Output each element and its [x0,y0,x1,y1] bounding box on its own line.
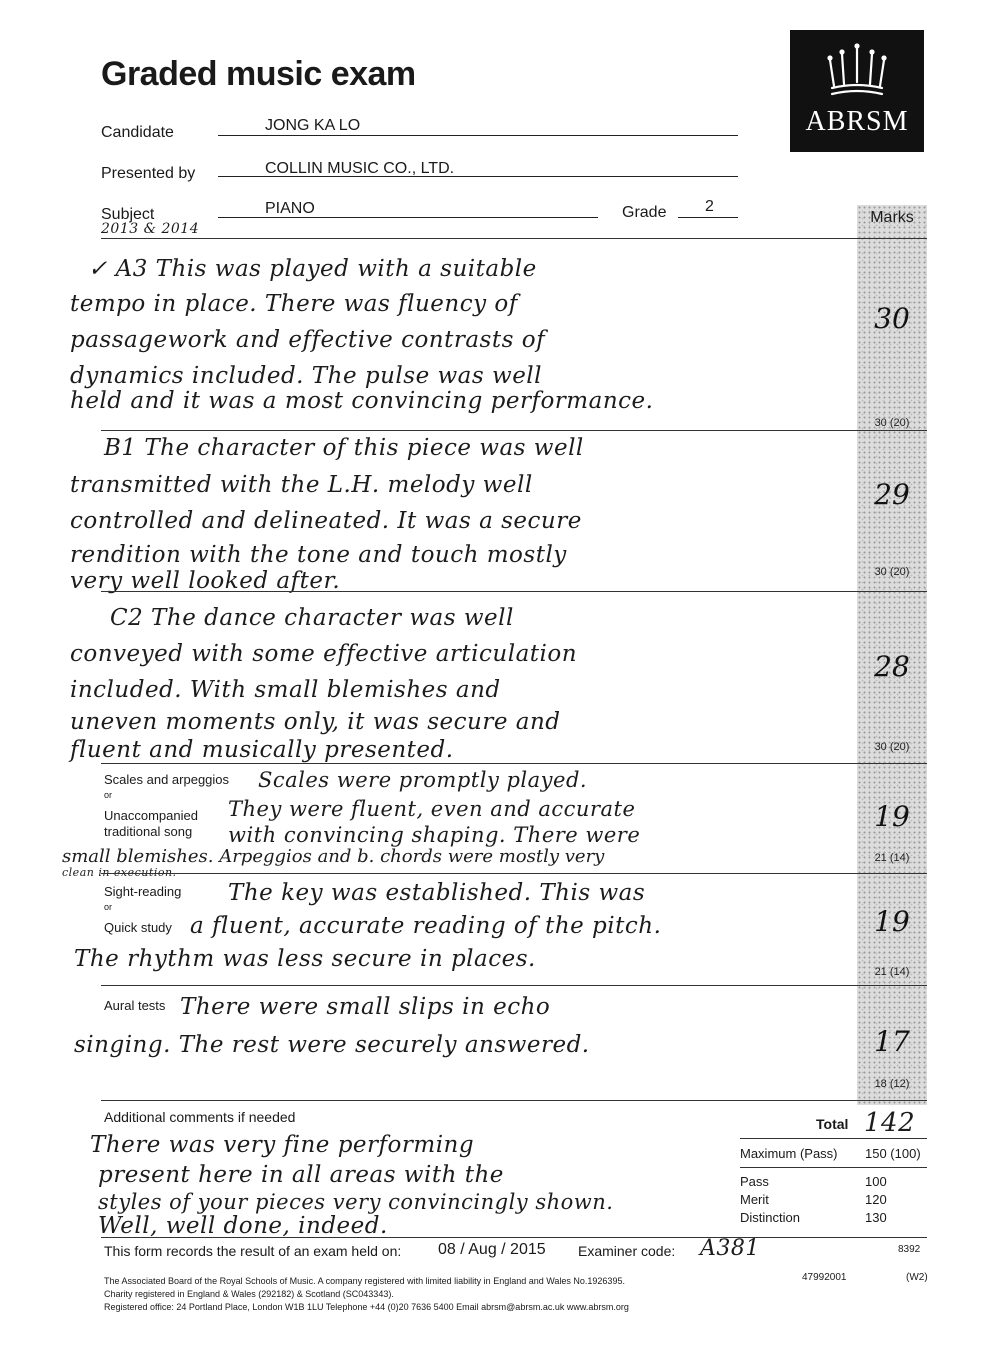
section-c2-line-3: included. With small blemishes and [70,677,501,703]
section-a3-line-1: ✓ A3 This was played with a suitable [88,256,537,282]
comments-line-3: styles of your pieces very convincingly shown. [98,1190,614,1214]
form-version: (W2) [906,1272,928,1283]
sight-reading-line-2: a fluent, accurate reading of the pitch. [190,913,662,939]
section-b1-line-2: transmitted with the L.H. melody well [70,472,533,498]
max-a3: 30 (20) [874,417,910,429]
mark-scales: 19 [874,800,910,833]
comments-line-1: There was very fine performing [90,1132,475,1158]
sight-reading-line-3: The rhythm was less secure in places. [74,946,536,972]
abrsm-logo [790,30,924,152]
max-b1: 30 (20) [874,566,910,578]
candidate-name: JONG KA LO [265,117,361,134]
section-c2-line-5: fluent and musically presented. [70,737,454,763]
section-rule [101,985,927,986]
legal-line-2: Charity registered in England & Wales (292182) & Scotland (SC043343). [104,1289,394,1299]
aural-tests-label: Aural tests [104,998,166,1013]
total-value: 142 [864,1108,916,1138]
mark-aural: 17 [874,1025,910,1058]
maximum-label: Maximum (Pass) [740,1146,838,1161]
comments-label: Additional comments if needed [104,1109,296,1125]
quick-study-label: Quick study [104,920,172,935]
mark-c2: 28 [874,650,910,683]
maximum-value: 150 (100) [865,1146,921,1161]
or-label: or [104,902,113,912]
section-b1-line-5: very well looked after. [70,568,341,594]
section-c2-line-4: uneven moments only, it was secure and [70,709,561,735]
maximum-rule [740,1167,927,1168]
section-rule [101,1100,927,1101]
section-rule [101,873,927,874]
section-c2-line-1: C2 The dance character was well [110,605,514,631]
mark-b1: 29 [874,478,910,511]
header-rule [101,238,927,239]
traditional-song-label: traditional song [104,824,193,839]
candidate-label: Candidate [101,124,174,141]
section-rule [101,430,927,431]
grade-value: 2 [705,198,714,215]
total-label: Total [816,1116,849,1132]
mark-sight-reading: 19 [874,905,910,938]
form-title: Graded music exam [101,55,416,93]
section-a3-line-5: held and it was a most convincing performance. [70,388,654,414]
total-rule [740,1138,927,1139]
sight-reading-label: Sight-reading [104,884,182,899]
or-label: or [104,790,113,800]
subject-note: 2013 & 2014 [101,221,200,237]
max-scales: 21 (14) [874,852,910,864]
aural-line-1: There were small slips in echo [180,994,551,1020]
legal-line-1: The Associated Board of the Royal Schools of Music. A company registered with limited liability in England and Wales No.1926395. [104,1276,625,1286]
section-b1-line-3: controlled and delineated. It was a secure [70,508,582,534]
crown-icon [824,42,890,98]
grade-underline [678,217,738,218]
section-a3-line-2: tempo in place. There was fluency of [70,291,518,317]
subject-label: Subject [101,206,155,223]
presented-by-value: COLLIN MUSIC CO., LTD. [265,160,455,177]
footer-rule [101,1237,927,1238]
presented-by-label: Presented by [101,165,196,182]
examiner-code-value: A381 [700,1236,760,1261]
aural-line-2: singing. The rest were securely answered. [74,1032,590,1058]
scales-line-1: Scales were promptly played. [258,768,588,792]
scales-line-3: with convincing shaping. There were [228,823,641,847]
section-rule [101,763,927,764]
code-right: 8392 [898,1244,921,1255]
subject-value: PIANO [265,200,315,217]
exam-date: 08 / Aug / 2015 [438,1241,546,1258]
marks-header: Marks [870,209,914,226]
merit-label: Merit [740,1192,769,1207]
scales-label: Scales and arpeggios [104,772,230,787]
max-sight-reading: 21 (14) [874,966,910,978]
candidate-underline [218,135,738,136]
distinction-value: 130 [865,1210,887,1225]
scales-line-4: small blemishes. Arpeggios and b. chords were mostly very [62,846,605,867]
section-a3-line-4: dynamics included. The pulse was well [70,363,543,389]
mark-a3: 30 [874,302,910,335]
legal-line-3: Registered office: 24 Portland Place, London W1B 1LU Telephone +44 (0)20 7636 5400 Email abrsm@abrsm.ac.uk www.abrsm.org [104,1302,629,1312]
section-b1-line-4: rendition with the tone and touch mostly [70,542,567,568]
section-rule [101,591,927,592]
distinction-label: Distinction [740,1210,800,1225]
scales-line-2: They were fluent, even and accurate [228,797,636,821]
comments-line-4: Well, well done, indeed. [98,1213,388,1239]
comments-line-2: present here in all areas with the [98,1162,504,1188]
logo-text: ABRSM [805,106,909,137]
section-b1-line-1: B1 The character of this piece was well [104,435,584,461]
records-text: This form records the result of an exam held on: [104,1243,402,1259]
section-a3-line-3: passagework and effective contrasts of [70,327,546,353]
grade-label: Grade [622,204,667,221]
examiner-code-label: Examiner code: [578,1243,676,1259]
section-c2-line-2: conveyed with some effective articulation [70,641,578,667]
unaccompanied-label: Unaccompanied [104,808,198,823]
scales-line-5: clean in execution. [62,866,177,879]
pass-value: 100 [865,1174,887,1189]
max-aural: 18 (12) [874,1078,910,1090]
sight-reading-line-1: The key was established. This was [228,880,646,906]
merit-value: 120 [865,1192,887,1207]
max-c2: 30 (20) [874,741,910,753]
form-number: 47992001 [802,1272,847,1283]
pass-label: Pass [740,1174,769,1189]
